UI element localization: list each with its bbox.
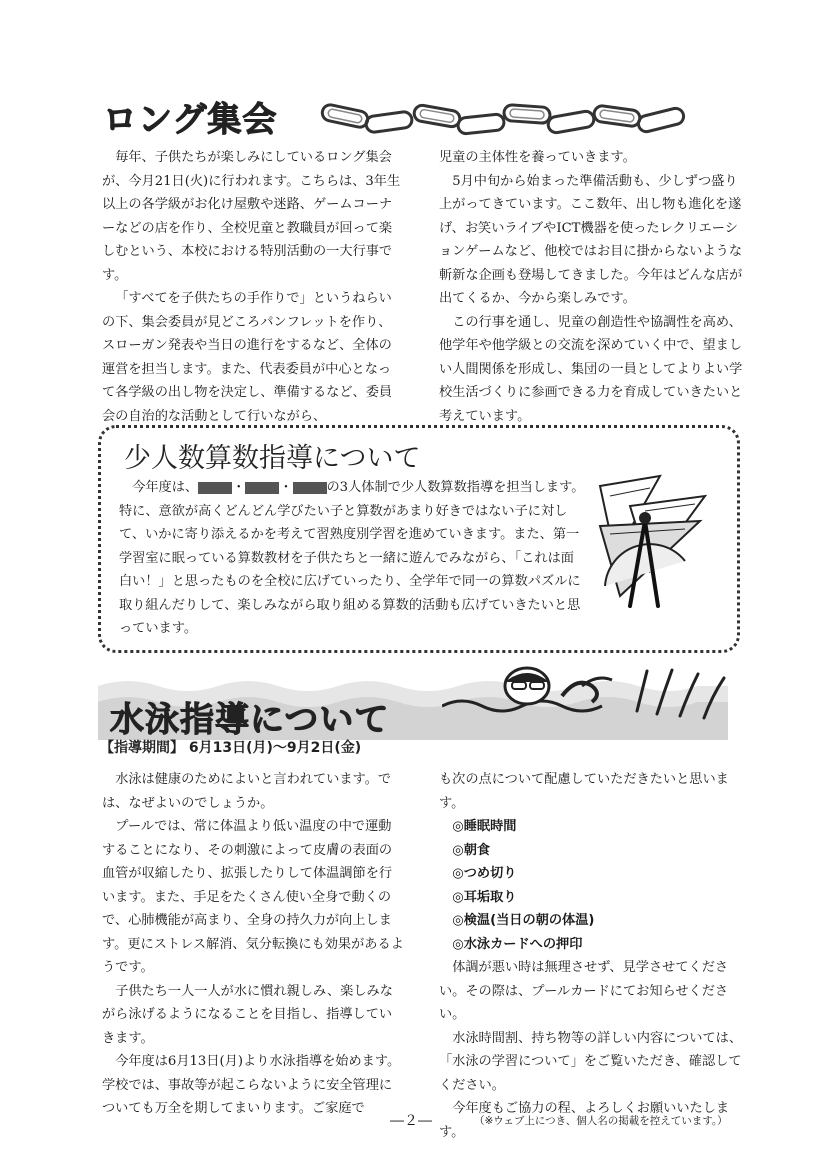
section3-paragraph: 水泳は健康のためによいと言われています。では、なぜよいのでしょうか。: [102, 772, 392, 811]
section1-paragraph: 5月中旬から始まった準備活動も、少しずつ盛り上がってきています。ここ数年、出し物も進化を遂げ、お笑いライブやICT機器を使ったレクリエーションゲームなど、他校ではお目に掛からないような斬新な企画も登場してきました。今年はどんな店が出てくるか、今から楽しみです。: [439, 173, 743, 306]
section3-title: 水泳指導について: [110, 700, 390, 740]
privacy-note: （※ウェブ上につき、個人名の掲載を控えています。）: [474, 1115, 728, 1127]
checklist-item: ◎耳垢取り: [452, 889, 517, 905]
checklist-item: ◎睡眠時間: [452, 819, 517, 834]
section1-right-column: [439, 146, 745, 428]
checklist: [439, 815, 745, 956]
checklist-item: ◎朝食: [452, 842, 491, 858]
checklist-item: ◎つめ切り: [452, 866, 517, 881]
section2-body: [119, 476, 585, 641]
redacted-name: [245, 482, 279, 494]
section3-paragraph: 体調が悪い時は無理させず、見学させてください。その際は、プールカードにてお知らせください。: [439, 960, 729, 1022]
checklist-item: ◎検温(当日の朝の体温): [452, 913, 595, 928]
section3-paragraph: 子供たち一人一人が水に慣れ親しみ、楽しみながら泳げるようになることを目指し、指導していきます。: [102, 983, 393, 1046]
section3-paragraph: 今年度は6月13日(月)より水泳指導を始めます。学校では、事故等が起こらないように安全管理についても万全を期してまいります。ご家庭で: [102, 1054, 401, 1116]
section3-paragraph: プールでは、常に体温より低い温度の中で運動することになり、その刺激によって皮膚の表面の血管が収縮したり、拡張したりして体温調節を行います。また、手足をたくさん使い全身で動くので、心肺機能が高まり、全身の持久力が向上します。更にストレス解消、気分転換にも効果があるようです。: [102, 819, 404, 975]
section3-left-column: [102, 768, 404, 1121]
paperclip-chain-icon: [318, 100, 718, 140]
section1-continuation: 児童の主体性を養っていきます。: [439, 150, 636, 165]
checklist-item: ◎水泳カードへの押印: [452, 936, 583, 952]
math-tools-icon: [590, 466, 710, 616]
section1-left-column: [102, 146, 404, 428]
section3-paragraph: 今年度もご協力の程、よろしくお願いいたします。: [439, 1101, 730, 1140]
section3-continuation: も次の点について配慮していただきたいと思います。: [439, 772, 729, 811]
section1-title: ロング集会: [103, 100, 278, 140]
section3-period: 【指導期間】 6月13日(月)～9月2日(金): [100, 740, 362, 756]
section1-paragraph: この行事を通し、児童の創造性や協調性を高め、他学年や他学級との交流を深めていく中で、望ましい人間関係を形成し、集団の一員としてよりよい学校生活づくりに参画できる力を育成していきたいと考えています。: [439, 314, 743, 424]
section3-paragraph: 水泳時間割、持ち物等の詳しい内容については、「水泳の学習について」をご覧いただき、確認してください。: [439, 1030, 743, 1093]
section3-right-column: [439, 768, 745, 1144]
section1-paragraph: 毎年、子供たちが楽しみにしているロング集会が、今月21日(火)に行われます。こちらは、3年生以上の各学級がお化け屋敷や迷路、ゲームコーナーなどの店を作り、全校児童と教職員が回って楽しむという、本校における特別活動の一大行事です。: [102, 150, 401, 283]
page-number: ―２―: [390, 1113, 432, 1129]
redacted-name: [293, 482, 327, 494]
redacted-name: [198, 482, 232, 494]
section1-paragraph: 「すべてを子供たちの手作りで」というねらいの下、集会委員が見どころパンフレットを作り、スローガン発表や当日の進行をするなど、全体の運営を担当します。また、代表委員が中心となって各学級の出し物を決定し、準備するなど、委員会の自治的な活動として行いながら、: [102, 291, 393, 424]
swimmer-icon: [442, 656, 732, 726]
section2-title: 少人数算数指導について: [124, 443, 421, 474]
section2-paragraph: 今年度は、 ・ ・ の3人体制で少人数算数指導を担当します。特に、意欲が高くどんどん学びたい子と算数があまり好きではない子に対して、いかに寄り添えるかを考えて習熟度別学習を進めていきます。また、第一学習室に眠っている算数教材を子供たちと一緒に遊んでみながら、「これは面白い！」と思ったものを全校に広げていったり、全学年で同一の算数パズルに取り組んだりして、楽しみながら取り組める算数的活動も広げていきたいと思っています。: [119, 480, 585, 636]
